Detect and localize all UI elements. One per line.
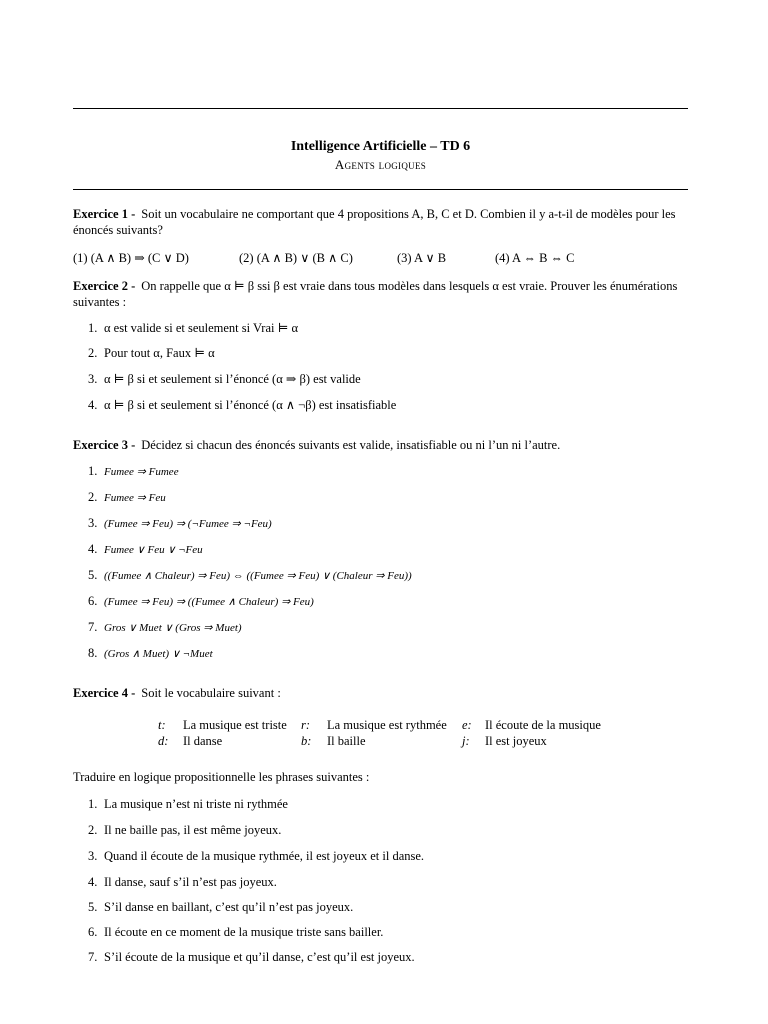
exercise-2-item: 4. α ⊨ β si et seulement si l’énoncé (α ∧ ¬β) est insatisfiable — [88, 398, 397, 412]
vocab-meaning: Il baille — [327, 734, 366, 748]
exercise-4-item: 7. S’il écoute de la musique et qu’il danse, c’est qu’il est joyeux. — [88, 950, 415, 964]
page-subtitle: Agents logiques — [334, 156, 427, 172]
vocab-meaning: Il est joyeux — [485, 734, 547, 748]
vocab-letter: t: — [158, 718, 166, 732]
exercise-4-label: Exercice 4 - — [73, 686, 136, 700]
exercise-4-text: Soit le vocabulaire suivant : — [141, 686, 281, 700]
exercise-1-text: Soit un vocabulaire ne comportant que 4 propositions A, B, C et D. Combien il y a-t-il de modèles pour les énoncés suivants? — [73, 207, 676, 237]
exercise-3-item: 3. (Fumee ⇒ Feu) ⇒ (¬Fumee ⇒ ¬Feu) — [88, 516, 272, 530]
vocab-meaning: Il danse — [183, 734, 223, 748]
top-rule — [73, 108, 688, 109]
exercise-2-item: 1. α est valide si et seulement si Vrai ⊨ α — [88, 321, 299, 335]
exercise-3-item: 4. Fumee ∨ Feu ∨ ¬Feu — [88, 542, 203, 556]
exercise-4-item: 1. La musique n’est ni triste ni rythmée — [88, 797, 288, 811]
exercise-2-item: 2. Pour tout α, Faux ⊨ α — [88, 346, 215, 360]
vocab-meaning: La musique est rythmée — [327, 718, 447, 732]
exercise-4-statement — [73, 686, 688, 702]
exercise-1-label: Exercice 1 - — [73, 207, 136, 221]
page-title: Intelligence Artificielle – TD 6 — [290, 139, 471, 154]
exercise-4-item: 2. Il ne baille pas, il est même joyeux. — [88, 823, 282, 837]
vocab-meaning: Il écoute de la musique — [485, 718, 601, 732]
exercise-4-item: 3. Quand il écoute de la musique rythmée, il est joyeux et il danse. — [88, 849, 425, 863]
exercise-3-item: 5. ((Fumee ∧ Chaleur) ⇒ Feu) ⇔ ((Fumee ⇒ Feu) ∨ (Chaleur ⇒ Feu)) — [88, 568, 412, 582]
exercise-3-item: 1. Fumee ⇒ Fumee — [88, 464, 179, 478]
vocab-meaning: La musique est triste — [183, 718, 287, 732]
exercise-1-statement — [73, 207, 688, 238]
vocab-letter: e: — [462, 718, 472, 732]
exercise-2-statement — [73, 279, 688, 310]
exercise-3-item: 6. (Fumee ⇒ Feu) ⇒ ((Fumee ∧ Chaleur) ⇒ Feu) — [88, 594, 314, 608]
header — [73, 138, 688, 173]
exercise-3-label: Exercice 3 - — [73, 438, 136, 452]
exercise-1-formula-2: (2) (A ∧ B) ∨ (B ∧ C) — [239, 251, 353, 265]
exercise-4-item: 4. Il danse, sauf s’il n’est pas joyeux. — [88, 875, 277, 889]
exercise-2-text: On rappelle que α ⊨ β ssi β est vraie dans tous modèles dans lesquels α est vraie. Prouver les énumérations suivantes : — [73, 279, 678, 309]
exercise-1-formula-3: (3) A ∨ B — [397, 251, 447, 265]
vocab-letter: d: — [158, 734, 169, 748]
exercise-2-label: Exercice 2 - — [73, 279, 136, 293]
vocab-letter: b: — [301, 734, 312, 748]
exercise-4-intro: Traduire en logique propositionnelle les phrases suivantes : — [73, 770, 370, 784]
exercise-3-statement — [73, 438, 688, 454]
exercise-3-item: 8. (Gros ∧ Muet) ∨ ¬Muet — [88, 646, 213, 660]
vocab-letter: j: — [462, 734, 470, 748]
exercise-3-text: Décidez si chacun des énoncés suivants est valide, insatisfiable ou ni l’un ni l’autre. — [141, 438, 561, 452]
bottom-rule — [73, 189, 688, 190]
exercise-4-item: 6. Il écoute en ce moment de la musique triste sans bailler. — [88, 925, 384, 939]
vocab-letter: r: — [301, 718, 311, 732]
exercise-3-item: 2. Fumee ⇒ Feu — [88, 490, 166, 504]
exercise-3-item: 7. Gros ∨ Muet ∨ (Gros ⇒ Muet) — [88, 620, 242, 634]
exercise-1-formula-1: (1) (A ∧ B) ⇒ (C ∨ D) — [73, 251, 189, 265]
exercise-4-item: 5. S’il danse en baillant, c’est qu’il n’est pas joyeux. — [88, 900, 354, 914]
exercise-2-item: 3. α ⊨ β si et seulement si l’énoncé (α ⇒ β) est valide — [88, 372, 361, 386]
exercise-1-formula-4: (4) A ⇔ B ⇔ C — [495, 251, 575, 265]
